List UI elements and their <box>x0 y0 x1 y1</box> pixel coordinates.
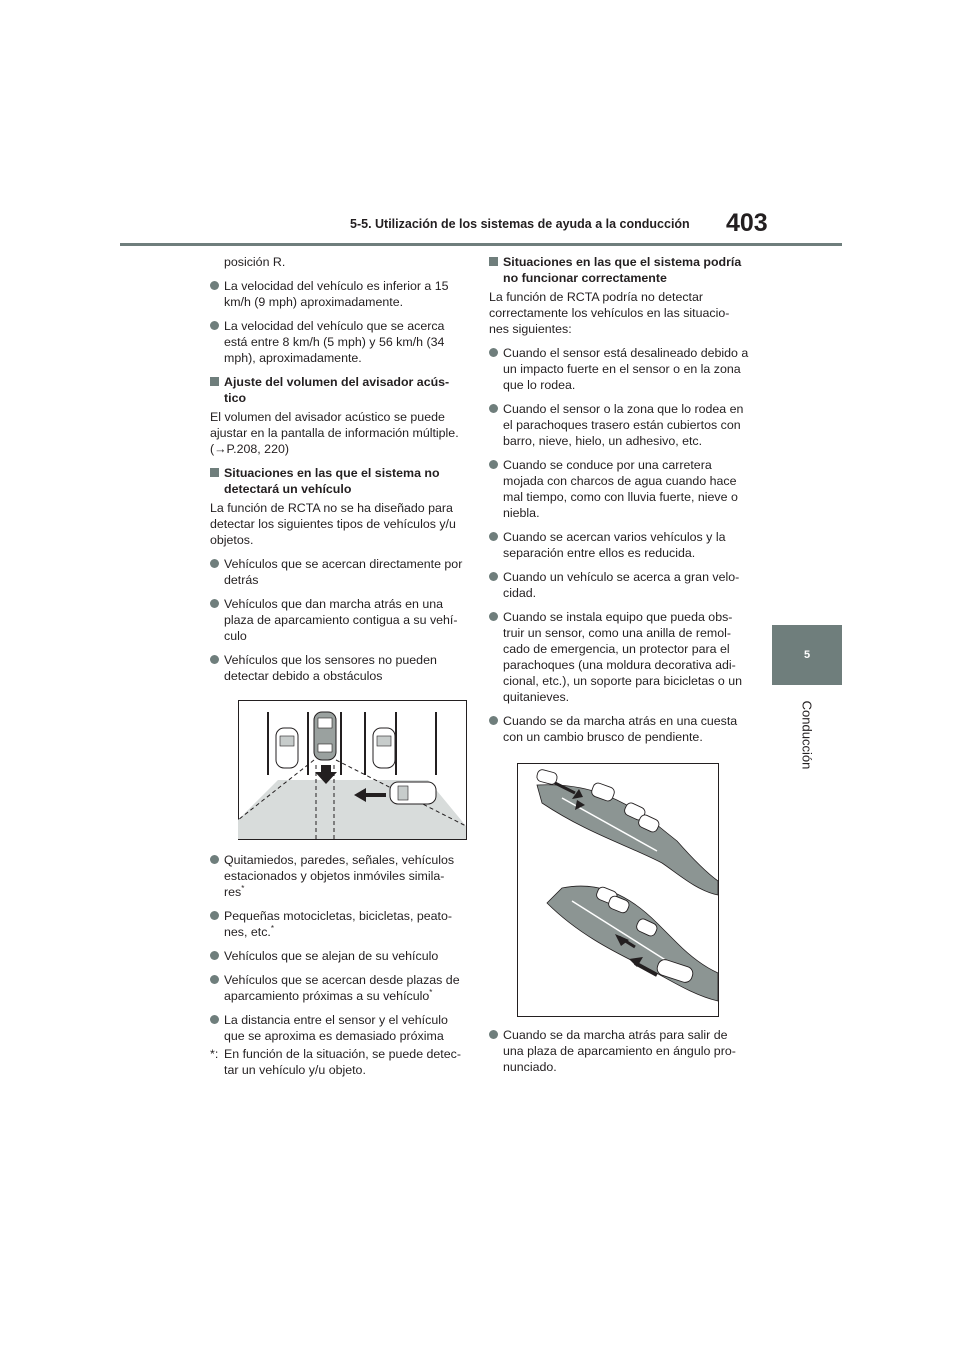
list-item: Cuando se conduce por una carretera mojada con charcos de agua cuando hace mal tiempo, como con lluvia fuerte, nieve o niebla. <box>489 457 751 521</box>
page-number: 403 <box>726 209 768 237</box>
bullet-dot-icon <box>210 281 219 290</box>
list-item: Cuando se da marcha atrás en una cuesta con un cambio brusco de pendiente. <box>489 713 751 745</box>
section-title: 5-5. Utilización de los sistemas de ayuda a la conducción <box>350 217 690 231</box>
bullet-dot-icon <box>210 855 219 864</box>
parking-obstacle-illustration <box>238 700 467 840</box>
list-item: Vehículos que dan marcha atrás en una plaza de aparcamiento contigua a su vehí- culo <box>210 596 468 644</box>
not-detect-text: La función de RCTA no se ha diseñado para detectar los siguientes tipos de vehículos y/u objetos. <box>210 501 456 547</box>
bullet-dot-icon <box>210 911 219 920</box>
left-column <box>210 254 468 1078</box>
bullet-dot-icon <box>489 1030 498 1039</box>
footnote-mark: *: <box>210 1047 219 1061</box>
list-item: La velocidad del vehículo es inferior a 15 km/h (9 mph) aproximadamente. <box>210 278 468 310</box>
footnote-text: En función de la situación, se puede detec- tar un vehículo y/u objeto. <box>224 1047 461 1077</box>
bullet-dot-icon <box>210 321 219 330</box>
bullet-dot-icon <box>489 572 498 581</box>
list-item: Vehículos que se alejan de su vehículo <box>210 948 468 964</box>
slope-illustration <box>517 763 719 1017</box>
list-item: Vehículos que se acercan desde plazas de aparcamiento próximas a su vehículo* <box>210 972 468 1004</box>
malfunction-text: La función de RCTA podría no detectar correctamente los vehículos en las situacio- nes siguientes: <box>489 290 730 336</box>
bullet-dot-icon <box>489 716 498 725</box>
footnote <box>210 1046 468 1078</box>
square-bullet-icon <box>210 377 219 386</box>
bullet-dot-icon <box>210 1015 219 1024</box>
bullet-dot-icon <box>210 951 219 960</box>
list-item: Cuando se da marcha atrás para salir de una plaza de aparcamiento en ángulo pro- nunciado. <box>489 1027 751 1075</box>
list-item: La velocidad del vehículo que se acerca está entre 8 km/h (5 mph) y 56 km/h (34 mph), aproximadamente. <box>210 318 468 366</box>
square-bullet-icon <box>489 257 498 266</box>
list-item: Cuando un vehículo se acerca a gran velo- cidad. <box>489 569 751 601</box>
continuation-text: posición R. <box>224 255 286 269</box>
bullet-dot-icon <box>210 655 219 664</box>
chapter-number: 5 <box>803 649 811 661</box>
bullet-dot-icon <box>210 559 219 568</box>
heading-malfunction: Situaciones en las que el sistema podría no funcionar correctamente <box>489 254 751 286</box>
header-rule <box>120 243 842 246</box>
heading-not-detect: Situaciones en las que el sistema no detectará un vehículo <box>210 465 468 497</box>
bullet-dot-icon <box>489 460 498 469</box>
bullet-dot-icon <box>210 975 219 984</box>
right-column <box>489 254 751 1083</box>
chapter-label <box>800 690 814 780</box>
heading-volume: Ajuste del volumen del avisador acús- tico <box>210 374 468 406</box>
list-item: La distancia entre el sensor y el vehículo que se aproxima es demasiado próxima <box>210 1012 468 1044</box>
bullet-dot-icon <box>489 532 498 541</box>
list-item: Cuando el sensor o la zona que lo rodea en el parachoques trasero están cubiertos con barro, nieve, hielo, un adhesivo, etc. <box>489 401 751 449</box>
chapter-tab <box>772 625 842 685</box>
list-item: Quitamiedos, paredes, señales, vehículos estacionados y objetos inmóviles simila- res* <box>210 852 468 900</box>
list-item: Cuando el sensor está desalineado debido a un impacto fuerte en el sensor o en la zona que lo rodea. <box>489 345 751 393</box>
square-bullet-icon <box>210 468 219 477</box>
chapter-label-text: Conducción <box>799 700 815 770</box>
bullet-dot-icon <box>489 404 498 413</box>
bullet-dot-icon <box>489 612 498 621</box>
bullet-dot-icon <box>489 348 498 357</box>
list-item: Vehículos que los sensores no pueden detectar debido a obstáculos <box>210 652 468 684</box>
list-item: Pequeñas motocicletas, bicicletas, peato- nes, etc.* <box>210 908 468 940</box>
bullet-dot-icon <box>210 599 219 608</box>
list-item: Vehículos que se acercan directamente por detrás <box>210 556 468 588</box>
list-item: Cuando se acercan varios vehículos y la separación entre ellos es reducida. <box>489 529 751 561</box>
list-item: Cuando se instala equipo que pueda obs- truir un sensor, como una anilla de remol- cado de emergencia, un protector para el parachoques (una moldura decorativa adi- cional, etc.), un soporte para bicicletas o un quitanieves. <box>489 609 751 705</box>
volume-text: El volumen del avisador acústico se puede ajustar en la pantalla de información múltiple. (→P.208, 220) <box>210 410 459 456</box>
